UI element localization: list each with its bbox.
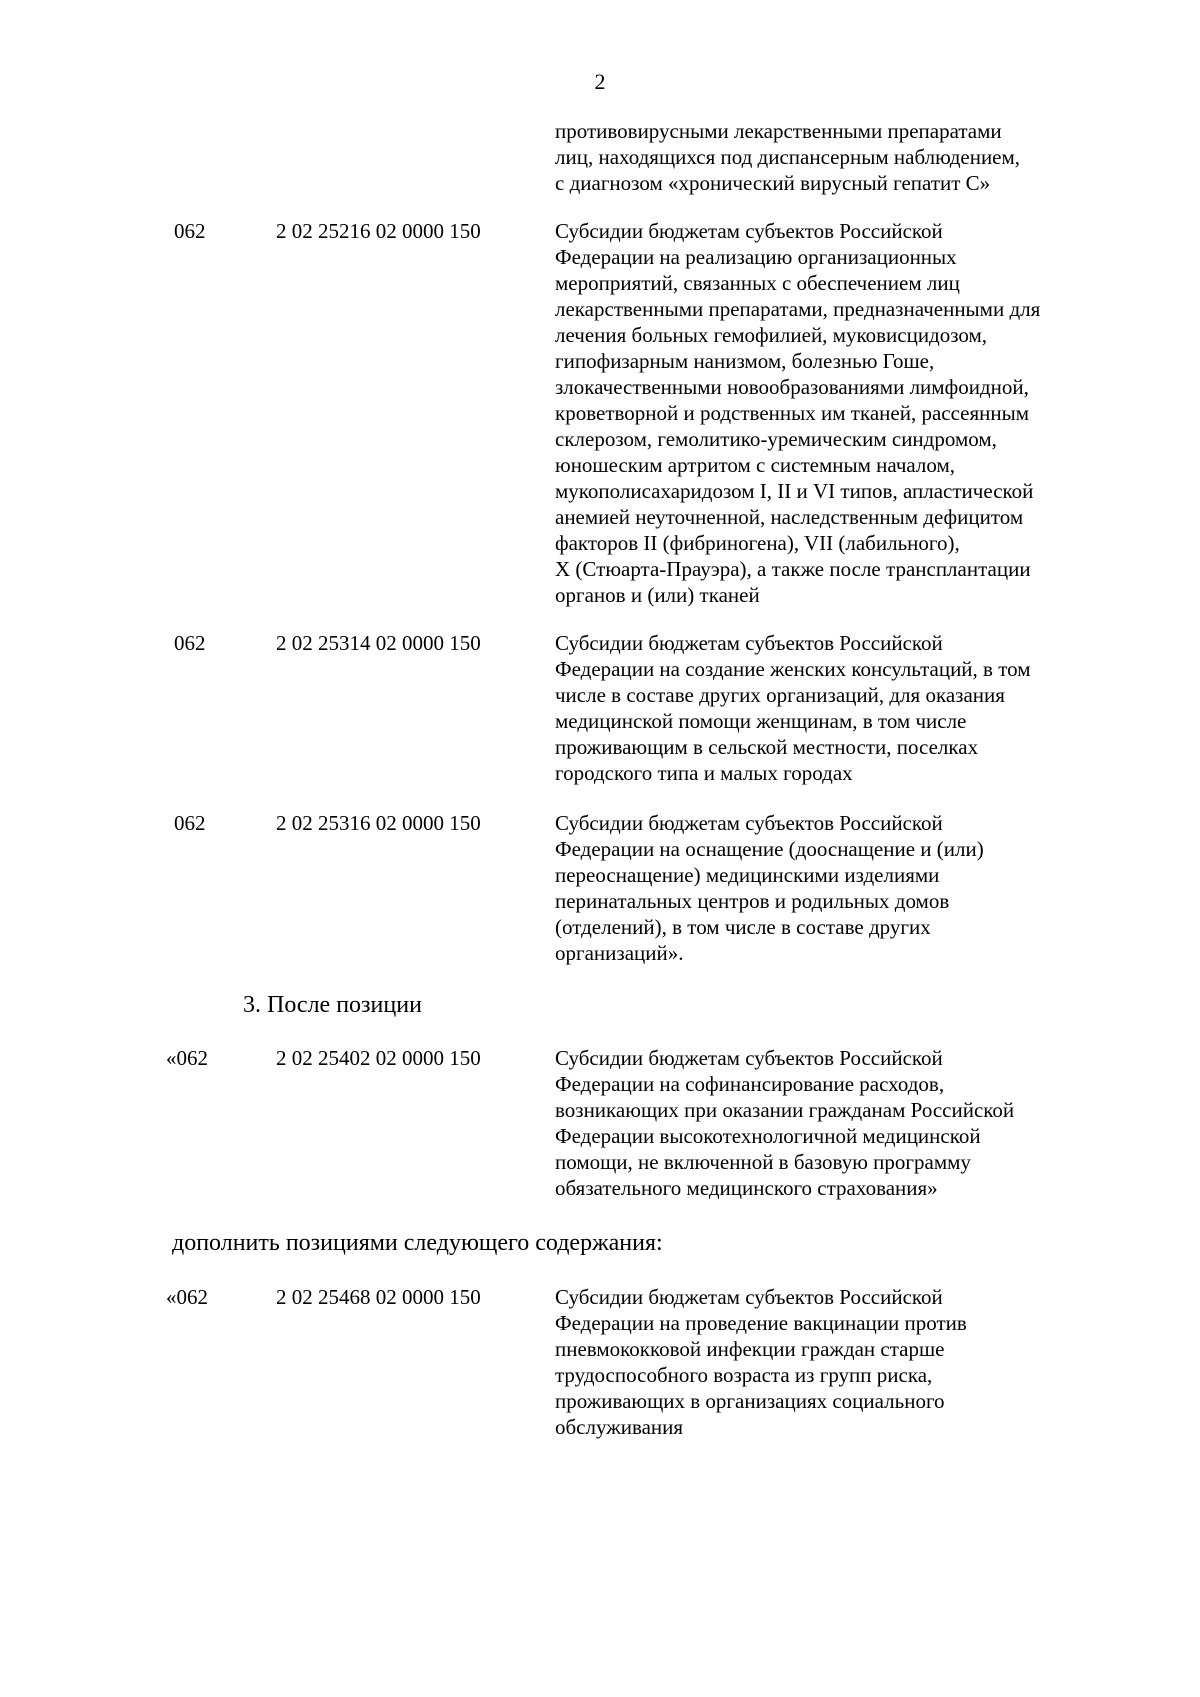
row-budget-code: 2 02 25216 02 0000 150 — [276, 219, 481, 243]
table-row — [0, 810, 1200, 966]
row-budget-code: 2 02 25316 02 0000 150 — [276, 811, 481, 835]
section-heading: 3. После позиции — [243, 992, 422, 1018]
row-budget-code: 2 02 25314 02 0000 150 — [276, 631, 481, 655]
row-admin-code: «062 — [166, 1046, 208, 1070]
row-description: Субсидии бюджетам субъектов Российской Федерации на софинансирование расходов, возникающих при оказании гражданам Российской Федерации высокотехнологичной медицинской помощи, не включенной в базовую программу обязательного медицинского страхования» — [555, 1046, 1015, 1200]
table-row — [0, 1284, 1200, 1440]
row-description: Субсидии бюджетам субъектов Российской Федерации на оснащение (дооснащение и (или) переоснащение) медицинскими изделиями перинатальных центров и родильных домов (отделений), в том числе в составе других организаций». — [555, 811, 984, 965]
row-admin-code: 062 — [174, 811, 206, 835]
table-row — [0, 1045, 1200, 1201]
page-number: 2 — [594, 69, 606, 94]
row-description: Субсидии бюджетам субъектов Российской Федерации на создание женских консультаций, в том числе в составе других организаций, для оказания медицинской помощи женщинам, в том числе проживающим в сельской местности, поселках городского типа и малых городах — [555, 631, 1031, 785]
table-row — [0, 218, 1200, 608]
row-description: Субсидии бюджетам субъектов Российской Федерации на реализацию организационных мероприятий, связанных с обеспечением лиц лекарственными препаратами, предназначенными для лечения больных гемофилией, муковисцидозом, гипофизарным нанизмом, болезнью Гоше, злокачественными новообразованиями лимфоидной, кроветворной и родственных им тканей, рассеянным склерозом, гемолитико-уремическим синдромом, юношеским артритом с системным началом, мукополисахаридозом I, II и VI типов, апластической анемией неуточненной, наследственным дефицитом факторов II (фибриногена), VII (лабильного), X (Стюарта-Прауэра), а также после трансплантации органов и (или) тканей — [555, 219, 1041, 607]
row-budget-code: 2 02 25468 02 0000 150 — [276, 1285, 481, 1309]
row-budget-code: 2 02 25402 02 0000 150 — [276, 1046, 481, 1070]
row-description: Субсидии бюджетам субъектов Российской Федерации на проведение вакцинации против пневмококковой инфекции граждан старше трудоспособного возраста из групп риска, проживающих в организациях социального обслуживания — [555, 1285, 967, 1439]
intro-continuation-block — [0, 118, 1200, 196]
intro-continuation-text: противовирусными лекарственными препаратами лиц, находящихся под диспансерным наблюдением, с диагнозом «хронический вирусный гепатит С» — [555, 119, 1021, 195]
row-admin-code: «062 — [166, 1285, 208, 1309]
row-admin-code: 062 — [174, 219, 206, 243]
row-admin-code: 062 — [174, 631, 206, 655]
table-row — [0, 630, 1200, 786]
supplement-paragraph: дополнить позициями следующего содержания: — [172, 1230, 663, 1256]
